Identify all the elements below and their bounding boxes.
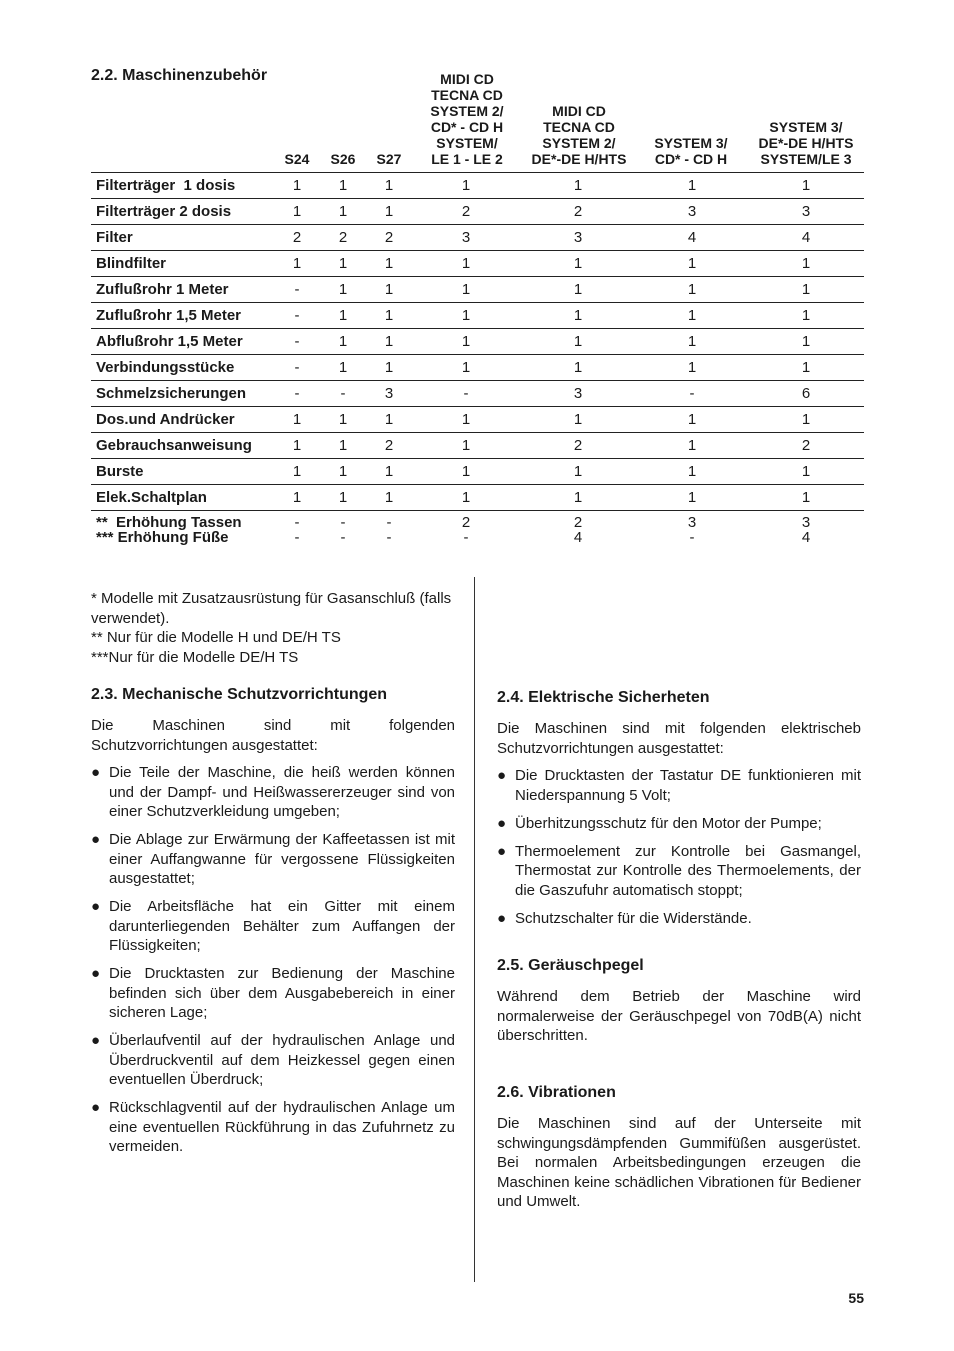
table-cell: 1 [320, 433, 366, 459]
table-row [91, 459, 864, 485]
section-title-noise-level: 2.5. Geräuschpegel [497, 957, 644, 974]
table-cell: 1 [520, 407, 636, 433]
table-row [91, 433, 864, 459]
table-cell: 1 [636, 459, 748, 485]
table-cell: 1 [748, 251, 864, 277]
table-row [91, 407, 864, 433]
table-cell: 1 [748, 329, 864, 355]
table-cell: 1 [320, 485, 366, 511]
row-label: Blindfilter [91, 251, 274, 277]
mechanical-intro: Die Maschinen sind mit folgenden Schutzvorrichtungen ausgestattet: [91, 717, 455, 754]
table-cell: 1 [320, 251, 366, 277]
table-cell: 3 [748, 199, 864, 225]
table-cell: 4 [636, 225, 748, 251]
table-cell: 1 [748, 355, 864, 381]
table-cell: 1 [748, 459, 864, 485]
table-cell: 3 [366, 381, 412, 407]
table-cell: 1 [366, 277, 412, 303]
section-title-mechanical-protection: 2.3. Mechanische Schutzvorrichtungen [91, 686, 388, 703]
column-header-system3-cd: SYSTEM 3/ CD* - CD H [654, 135, 728, 167]
table-cell: - [274, 303, 320, 329]
table-cell: 1 [412, 355, 520, 381]
row-label: Verbindungsstücke [91, 355, 274, 381]
table-cell: - - [340, 514, 346, 546]
footnotes [91, 589, 461, 667]
table-cell: - [274, 277, 320, 303]
mechanical-protection-section [91, 716, 455, 1165]
table-cell: 2 [748, 433, 864, 459]
table-cell: 1 [366, 199, 412, 225]
mechanical-bullet: ● Die Ablage zur Erwärmung der Kaffeetassen ist mit einer Auffangwanne für vergossene Flüssigkeiten ausgestattet; [91, 830, 455, 889]
row-label: Elek.Schaltplan [91, 485, 274, 511]
section-title-accessories: 2.2. Maschinenzubehör [91, 67, 268, 84]
table-cell: 1 [274, 459, 320, 485]
table-cell: 1 [636, 407, 748, 433]
table-cell: 1 [320, 277, 366, 303]
table-cell: 1 [636, 173, 748, 199]
table-row [91, 485, 864, 511]
column-header-s24: S24 [284, 151, 310, 167]
table-cell: 1 [320, 199, 366, 225]
table-cell: 1 [636, 355, 748, 381]
table-cell: 1 [274, 433, 320, 459]
table-cell: 1 [366, 355, 412, 381]
table-cell: 1 [366, 251, 412, 277]
table-cell: 1 [412, 329, 520, 355]
table-cell: 2 [366, 433, 412, 459]
electrical-bullet: ● Schutzschalter für die Widerstände. [497, 909, 861, 929]
table-cell: - - [386, 514, 392, 546]
table-cell: 1 [366, 329, 412, 355]
table-cell: 1 [520, 355, 636, 381]
table-cell: 1 [366, 459, 412, 485]
row-label: Filterträger 2 dosis [91, 199, 274, 225]
table-cell: 1 [366, 407, 412, 433]
vibrations-text: Die Maschinen sind auf der Unterseite mit schwingungsdämpfenden Gummifüßen ausgerüstet. Bei normalen Arbeitsbedingungen erzeugen die Maschinen keine schädlichen Vibrationen für Bediener und Umwelt. [497, 1115, 861, 1210]
row-label: Gebrauchsanweisung [91, 433, 274, 459]
table-cell: - [274, 381, 320, 407]
mechanical-bullet-list [91, 763, 455, 1157]
electrical-intro: Die Maschinen sind mit folgenden elektrischeb Schutzvorrichtungen ausgestattet: [497, 720, 861, 757]
table-row [91, 303, 864, 329]
table-cell: 1 [320, 303, 366, 329]
table-cell: 1 [412, 173, 520, 199]
table-cell: 1 [636, 329, 748, 355]
table-cell: 1 [412, 485, 520, 511]
table-cell: 3 [412, 225, 520, 251]
row-label: Zuflußrohr 1,5 Meter [91, 303, 274, 329]
mechanical-bullet: ● Die Drucktasten zur Bedienung der Maschine befinden sich über dem Ausgabebereich in einer sicheren Lage; [91, 964, 455, 1023]
electrical-bullet: ● Die Drucktasten der Tastatur DE funktionieren mit Niederspannung 5 Volt; [497, 766, 861, 805]
table-cell: 1 [748, 173, 864, 199]
table-cell: - - [294, 514, 300, 546]
noise-level-text: Während dem Betrieb der Maschine wird normalerweise der Geräuschpegel von 70dB(A) nicht überschritten. [497, 988, 861, 1044]
row-label: Filterträger 1 dosis [91, 173, 274, 199]
table-cell: - [320, 381, 366, 407]
table-row [91, 355, 864, 381]
table-cell: - [274, 329, 320, 355]
table-cell: 1 [520, 251, 636, 277]
table-cell: 4 [748, 225, 864, 251]
table-cell: - [636, 381, 748, 407]
table-cell: 1 [748, 303, 864, 329]
footnote-gas: * Modelle mit Zusatzausrüstung für Gasanschluß (falls verwendet). [91, 590, 452, 627]
table-cell: 1 [274, 485, 320, 511]
table-cell: 6 [748, 381, 864, 407]
column-header-midi-system2-de: MIDI CD TECNA CD SYSTEM 2/ DE*-DE H/HTS [531, 103, 627, 167]
column-header-s26: S26 [330, 151, 356, 167]
table-cell: 1 [320, 329, 366, 355]
table-cell: 1 [320, 459, 366, 485]
table-cell: 1 [366, 173, 412, 199]
table-cell: 2 - [461, 514, 471, 546]
section-title-vibrations: 2.6. Vibrationen [497, 1084, 616, 1101]
column-header-midi-system2-cd: MIDI CD TECNA CD SYSTEM 2/ CD* - CD H SYSTEM/ LE 1 - LE 2 [430, 71, 504, 167]
table-row [91, 225, 864, 251]
table-cell: - [412, 381, 520, 407]
table-cell: 1 [412, 407, 520, 433]
row-label: Zuflußrohr 1 Meter [91, 277, 274, 303]
table-cell: 1 [412, 277, 520, 303]
accessories-table [91, 172, 864, 553]
table-cell: 1 [274, 173, 320, 199]
table-cell: 2 [520, 433, 636, 459]
table-cell: 1 [636, 277, 748, 303]
table-cell: 3 [636, 199, 748, 225]
section-title-electrical-safety: 2.4. Elektrische Sicherheten [497, 689, 710, 706]
table-cell: 1 [274, 407, 320, 433]
table-cell: 2 [274, 225, 320, 251]
table-cell: 1 [412, 433, 520, 459]
table-cell: 1 [520, 277, 636, 303]
table-cell: 1 [412, 459, 520, 485]
table-cell: 1 [412, 303, 520, 329]
table-cell: 1 [320, 355, 366, 381]
mechanical-bullet: ● Rückschlagventil auf der hydraulischen Anlage um eine eventuellen Rückführung in das Zufuhrnetz zu vermeiden. [91, 1098, 455, 1157]
mechanical-bullet: ● Die Arbeitsfläche hat ein Gitter mit einem darunterliegenden Behälter zum Auffangen der Flüssigkeiten; [91, 897, 455, 956]
row-label: ** Erhöhung Tassen *** Erhöhung Füße [96, 514, 242, 546]
row-label: Burste [91, 459, 274, 485]
table-cell: 2 [320, 225, 366, 251]
table-cell: 1 [274, 199, 320, 225]
table-row [91, 199, 864, 225]
table-cell: 1 [748, 277, 864, 303]
row-label: Filter [91, 225, 274, 251]
table-row [91, 381, 864, 407]
table-row [91, 251, 864, 277]
table-row [91, 173, 864, 199]
row-label: Abflußrohr 1,5 Meter [91, 329, 274, 355]
table-cell: 1 [748, 407, 864, 433]
mechanical-bullet: ● Die Teile der Maschine, die heiß werden können und der Dampf- und Heißwassererzeuger sind von einer Schutzverkleidung umgeben; [91, 763, 455, 822]
electrical-bullet: ● Überhitzungsschutz für den Motor der Pumpe; [497, 814, 861, 834]
electrical-safety-section [497, 719, 861, 937]
electrical-bullet-list [497, 766, 861, 928]
row-label: Dos.und Andrücker [91, 407, 274, 433]
table-row [91, 329, 864, 355]
footnote-h-models: ** Nur für die Modelle H und DE/H TS [91, 629, 341, 646]
table-cell: 2 [412, 199, 520, 225]
column-divider [474, 577, 475, 1282]
row-label: Schmelzsicherungen [91, 381, 274, 407]
table-cell: 2 4 [573, 514, 583, 546]
table-cell: 1 [320, 407, 366, 433]
table-row [91, 511, 864, 554]
table-cell: 1 [366, 485, 412, 511]
column-header-system3-de: SYSTEM 3/ DE*-DE H/HTS SYSTEM/LE 3 [758, 119, 854, 167]
table-cell: - [274, 355, 320, 381]
table-cell: 1 [520, 485, 636, 511]
footnote-de-models: ***Nur für die Modelle DE/H TS [91, 648, 299, 666]
table-cell: 3 [520, 381, 636, 407]
table-cell: 1 [636, 485, 748, 511]
table-cell: 1 [748, 485, 864, 511]
column-header-s27: S27 [376, 151, 402, 167]
table-row [91, 277, 864, 303]
table-cell: 1 [636, 251, 748, 277]
table-cell: 1 [520, 459, 636, 485]
table-cell: 3 - [687, 514, 697, 546]
table-cell: 1 [320, 173, 366, 199]
mechanical-bullet: ● Überlaufventil auf der hydraulischen Anlage und Überdruckventil auf dem Heizkessel gegen einen eventuellen Überdruck; [91, 1031, 455, 1090]
table-cell: 2 [366, 225, 412, 251]
table-cell: 1 [412, 251, 520, 277]
electrical-bullet: ● Thermoelement zur Kontrolle bei Gasmangel, Thermostat zur Kontrolle des Thermoelements, der die Gaszufuhr automatisch stoppt; [497, 842, 861, 901]
table-cell: 1 [366, 303, 412, 329]
table-cell: 3 4 [801, 514, 811, 546]
table-cell: 1 [520, 329, 636, 355]
page-number: 55 [848, 1290, 864, 1306]
table-cell: 1 [636, 303, 748, 329]
table-cell: 1 [274, 251, 320, 277]
table-cell: 3 [520, 225, 636, 251]
table-cell: 1 [520, 173, 636, 199]
table-cell: 1 [520, 303, 636, 329]
table-cell: 2 [520, 199, 636, 225]
table-cell: 1 [636, 433, 748, 459]
